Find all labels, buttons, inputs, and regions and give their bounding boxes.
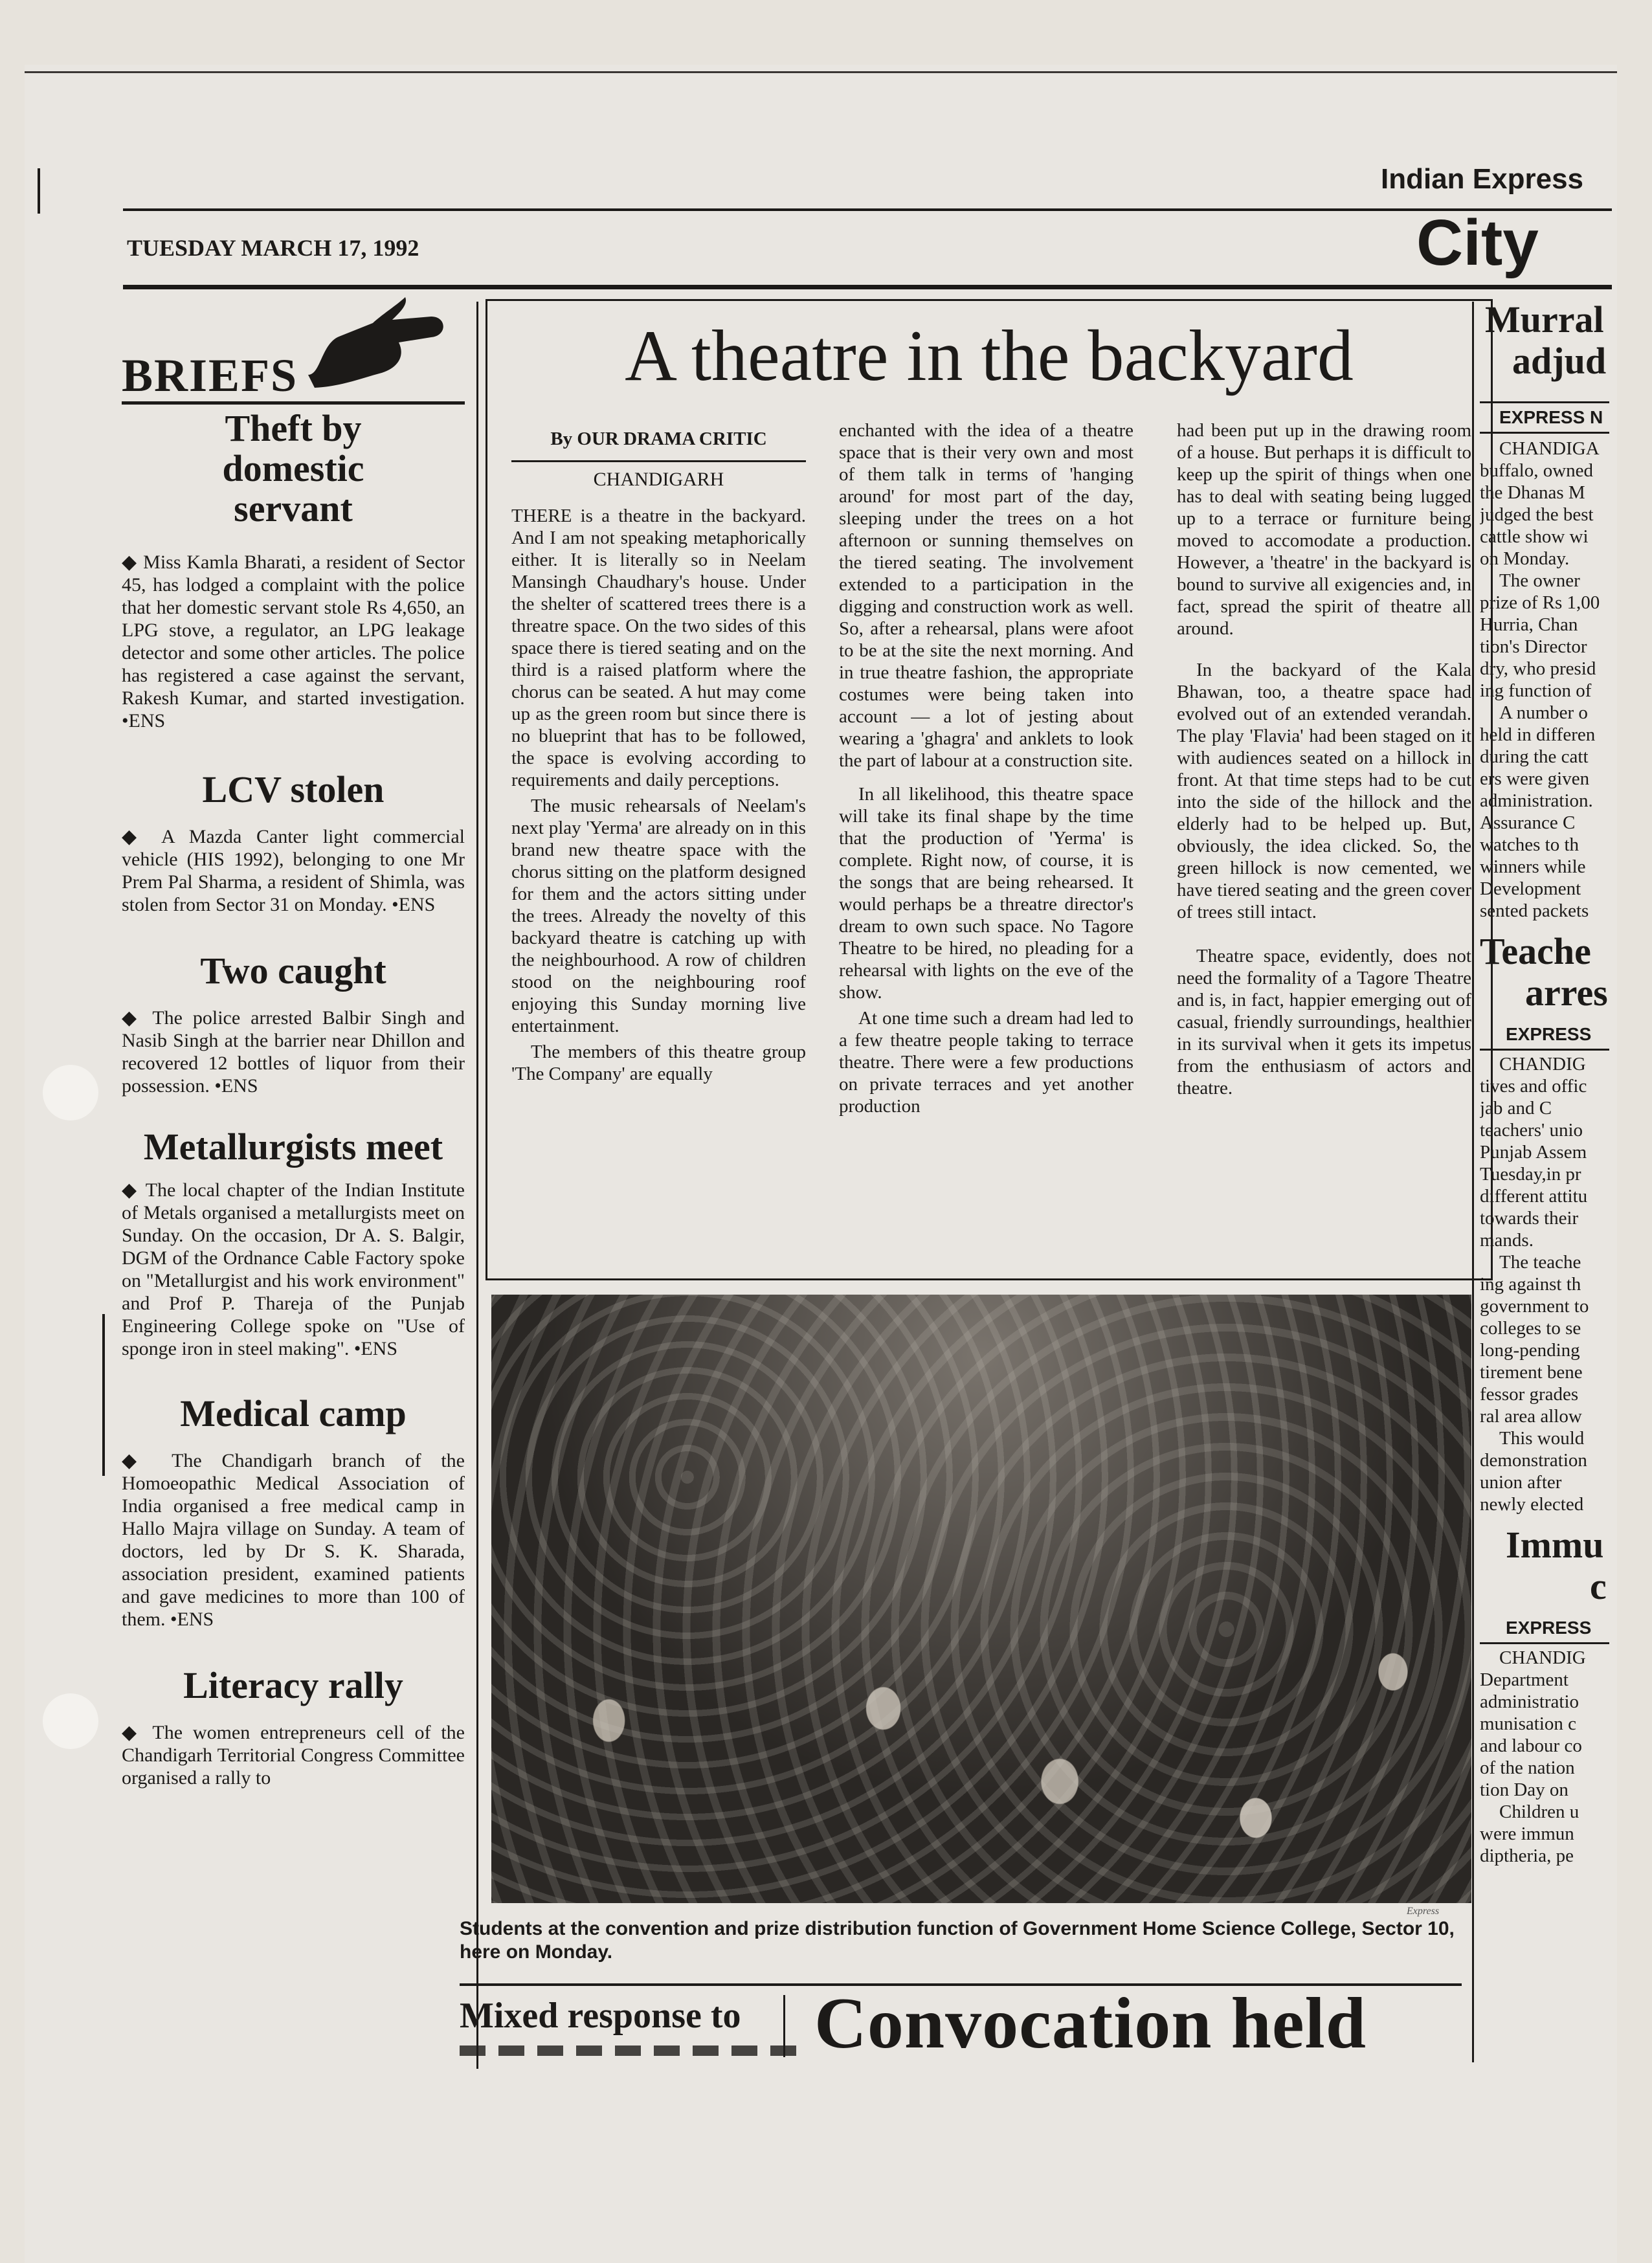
right-tag-3: EXPRESS [1506,1618,1592,1638]
right-text-2: ral area allow [1480,1406,1582,1427]
bottom-column-rule [783,1995,785,2057]
right-text-1: A number o [1499,702,1588,723]
right-text-2: government to [1480,1296,1589,1317]
feature-col2-para-2: In all likelihood, this theatre space will take its final shape by the time that the production of 'Yerma' is complete. Right now, of course, it is the songs that are being rehearsed. It would perhaps be a threatre director's dream to own such space. No Tagore Theatre to be hired, no pleading for a rehearsal with lights on the eve of the show. [839,784,1133,1003]
right-text-1: Assurance C [1480,812,1576,833]
right-text-2: fessor grades [1480,1384,1579,1405]
brief-title-lcv: LCV stolen [202,768,385,810]
right-text-1: cattle show wi [1480,526,1589,547]
brief-body-metallurgists: ◆ The local chapter of the Indian Institute of Metals organised a metallurgists meet on Sunday. On the occasion, Dr A. S. Balgir, DGM of the Ordnance Cable Factory spoke on "Metallurgist and his work environment" and Prof P. Thareja of the Punjab Engineering College spoke on "Use of sponge iron in steel making". •ENS [122,1179,465,1360]
right-text-3: Department [1480,1669,1568,1690]
right-text-1: The owner [1499,570,1580,591]
brief-title-metallurgists: Metallurgists meet [143,1126,443,1168]
right-text-2: long-pending [1480,1340,1580,1361]
margin-mark-bottom [102,1314,105,1476]
top-edge-rule [25,71,1617,73]
feature-col1-para-3: The members of this theatre group 'The Company' are equally [511,1042,806,1084]
photo-caption: Students at the convention and prize distribution function of Government Home Science College, Sector 10, here on Monday. [460,1918,1455,1963]
brief-title-medical-camp: Medical camp [180,1392,407,1434]
punch-hole-bottom [43,1693,98,1749]
mixed-response-cut [460,2046,796,2056]
right-text-2: ing against th [1480,1274,1581,1295]
margin-mark-top [38,168,40,214]
feature-column-1 [511,422,806,1089]
right-head-2-line-1: Teache [1480,931,1591,972]
feature-col1-para-2: The music rehearsals of Neelam's next play 'Yerma' are already on in this brand new theatre space with the chorus sitting on the platform designed for them and the actors sitting under the trees. Already the novelty of this backyard theatre is catching up with the neighbourhood. A row of children stood on the neighbouring roof enjoying this Sunday morning live entertainment. [511,796,806,1036]
feature-column-2 [839,419,1133,1121]
right-text-2: Punjab Assem [1480,1142,1587,1163]
issue-date: TUESDAY MARCH 17, 1992 [127,235,419,261]
mixed-response-headline: Mixed response to [460,1996,741,2036]
feature-dateline: CHANDIGARH [593,469,724,490]
right-text-2: mands. [1480,1230,1534,1251]
feature-col3-para-2: In the backyard of the Kala Bhawan, too, a theatre space had evolved out of an extended verandah. The play 'Flavia' had been staged on it with audiences seated on a hillock in front. At that time steps had to be cut into the side of the hillock and the elderly had to be helped up. But, obviously, the idea clicked. So, the green hillock is now cemented, we have tiered seating and the green cover of trees still intact. [1177,660,1471,922]
right-text-2: union after [1480,1472,1562,1493]
newspaper-page [25,65,1617,2263]
convocation-headline: Convocation held [814,1983,1367,2064]
right-head-1-line-1: Murral [1485,299,1604,340]
briefs-label-row [122,304,465,405]
right-tag-1-rule [1480,432,1609,434]
right-text-3: were immun [1480,1823,1574,1844]
right-text-1: the Dhanas M [1480,482,1585,503]
right-head-3-line-2: c [1590,1566,1607,1607]
right-text-3: munisation c [1480,1713,1577,1734]
right-text-1: dry, who presid [1480,658,1596,679]
right-text-1: tion's Director [1480,636,1587,657]
right-text-1: winners while [1480,856,1586,877]
right-text-2: tives and offic [1480,1076,1587,1097]
right-text-2: This would [1499,1428,1585,1449]
section-name: City [1416,206,1539,279]
right-text-1: on Monday. [1480,548,1570,569]
right-head-3-line-1: Immu [1506,1524,1604,1566]
feature-byline: By OUR DRAMA CRITIC [550,429,767,449]
photo-credit: Express [1407,1906,1440,1917]
right-text-1: ing function of [1480,680,1592,701]
feature-column-3 [1177,419,1471,1103]
masthead-rule-top [123,208,1612,211]
brief-body-two-caught: ◆ The police arrested Balbir Singh and Nasib Singh at the barrier near Dhillon and recovered 12 bottles of liquor from their possession. •ENS [122,1007,465,1097]
right-text-2: The teache [1499,1252,1581,1273]
briefs-column-rule [476,302,478,2069]
brief-body-medical-camp: ◆ The Chandigarh branch of the Homoeopathic Medical Association of India organised a free medical camp in Hallo Majra village on Sunday. A team of doctors, led by Dr S. K. Sharada, association president, examined patients and gave medicines to more than 100 of them. •ENS [122,1449,465,1631]
brief-title-two-caught: Two caught [200,950,386,992]
right-text-1: during the catt [1480,746,1589,767]
right-text-2: demonstration [1480,1450,1587,1471]
right-text-1: judged the best [1480,504,1594,525]
right-text-3: tion Day on [1480,1779,1568,1800]
right-tag-3-rule [1480,1642,1609,1644]
right-text-2: teachers' unio [1480,1120,1583,1141]
right-text-3: administratio [1480,1691,1579,1712]
brief-title-theft: Theft by domestic servant [222,407,364,530]
right-text-1: CHANDIGA [1499,438,1600,459]
punch-hole-top [43,1065,98,1120]
brief-body-theft: ◆ Miss Kamla Bharati, a resident of Sector 45, has lodged a complaint with the police that her domestic servant stole Rs 4,650, an LPG stove, a regulator, an LPG leakage detector and some other articles. The police has registered a case against the servant, Rakesh Kumar, and started investigation. •ENS [122,551,465,732]
right-text-2: towards their [1480,1208,1579,1229]
right-text-2: different attitu [1480,1186,1588,1207]
brief-title-literacy: Literacy rally [183,1666,403,1706]
feature-col3-para-3: Theatre space, evidently, does not need the formality of a Tagore Theatre and is, in fact, happier emerging out of casual, friendly surroundings, healthier in its survival when it gets its impetus from the enthusiasm of actors and theatre. [1177,946,1471,1098]
right-text-2: CHANDIG [1499,1054,1586,1075]
right-text-1: Development [1480,878,1581,899]
right-tag-2-rule [1480,1049,1609,1051]
masthead-rule-bottom [123,285,1612,289]
right-text-2: Tuesday,in pr [1480,1164,1581,1185]
pointing-hand-icon [302,297,451,397]
right-text-1: prize of Rs 1,00 [1480,592,1600,613]
right-tag-2: EXPRESS [1506,1024,1592,1044]
right-text-3: Children u [1499,1801,1579,1822]
right-text-3: CHANDIG [1499,1647,1586,1668]
feature-col3-para-1: had been put up in the drawing room of a house. But perhaps it is difficult to keep up the spirit of things when one has to deal with seating being lugged up to a terrace or furniture being moved to accomodate a production. However, a 'theatre' in the backyard is bound to survive all exigencies and, in fact, spread the spirit of theatre all around. [1177,420,1471,639]
right-column [1480,299,1609,2060]
right-head-1-line-2: adjud [1512,340,1607,382]
right-text-1: administration. [1480,790,1593,811]
right-text-1: buffalo, owned [1480,460,1594,481]
right-text-3: and labour co [1480,1735,1582,1756]
right-text-2: tirement bene [1480,1362,1583,1383]
briefs-label: BRIEFS [122,350,298,401]
feature-col2-para-1: enchanted with the idea of a theatre space that is their very own and most of them talk in terms of 'hanging around' for most part of the day, sleeping under the trees on a hot afternoon or sunning themselves on the tiered seating. The involvement extended to a participation in the digging and construction work as well. So, after a rehearsal, plans were afoot to be at the site the next morning. And in true theatre fashion, the appropriate costumes were being taken into account — a lot of jesting about wearing a 'ghagra' and anklets to look the part of labour at a construction site. [839,420,1133,771]
right-text-3: diptheria, pe [1480,1845,1574,1866]
right-text-1: held in differen [1480,724,1596,745]
right-text-1: watches to th [1480,834,1579,855]
right-text-1: ers were given [1480,768,1590,789]
feature-headline: A theatre in the backyard [625,316,1354,396]
right-text-1: Hurria, Chan [1480,614,1578,635]
right-column-divider [1472,302,1474,2062]
briefs-column [122,304,465,1814]
feature-col2-para-3: At one time such a dream had led to a few theatre people taking to terrace theatre. There were a few productions on private terraces and yet another production [839,1008,1133,1117]
right-tag-1: EXPRESS N [1480,401,1609,428]
feature-col1-para-1: THERE is a theatre in the backyard. And I am not speaking metaphorically either. It is literally so in Neelam Mansingh Chaudhary's house. Under the shelter of scattered trees there is a threatre space. On the two sides of this space there is tiered seating and on the third is a raised platform where the chorus can be seated. A hut may come up as the green room but since there is no blueprint that has to be followed, the space is evolving according to requirements and daily perceptions. [511,506,806,790]
right-text-2: colleges to se [1480,1318,1581,1339]
right-head-2-line-2: arres [1525,972,1608,1014]
photo-texture [491,1295,1471,1903]
right-text-1: sented packets [1480,900,1589,921]
brief-body-lcv: ◆ A Mazda Canter light commercial vehicle (HIS 1992), belonging to one Mr Prem Pal Sharma, a resident of Shimla, was stolen from Sector 31 on Monday. •ENS [122,825,465,916]
byline-rule [511,460,806,462]
brief-body-literacy: ◆ The women entrepreneurs cell of the Chandigarh Territorial Congress Committee organised a rally to [122,1721,465,1789]
right-text-3: of the nation [1480,1757,1575,1778]
right-text-2: newly elected [1480,1494,1584,1515]
audience-photo [491,1295,1471,1903]
right-text-2: jab and C [1480,1098,1552,1119]
paper-name: Indian Express [1381,163,1584,195]
